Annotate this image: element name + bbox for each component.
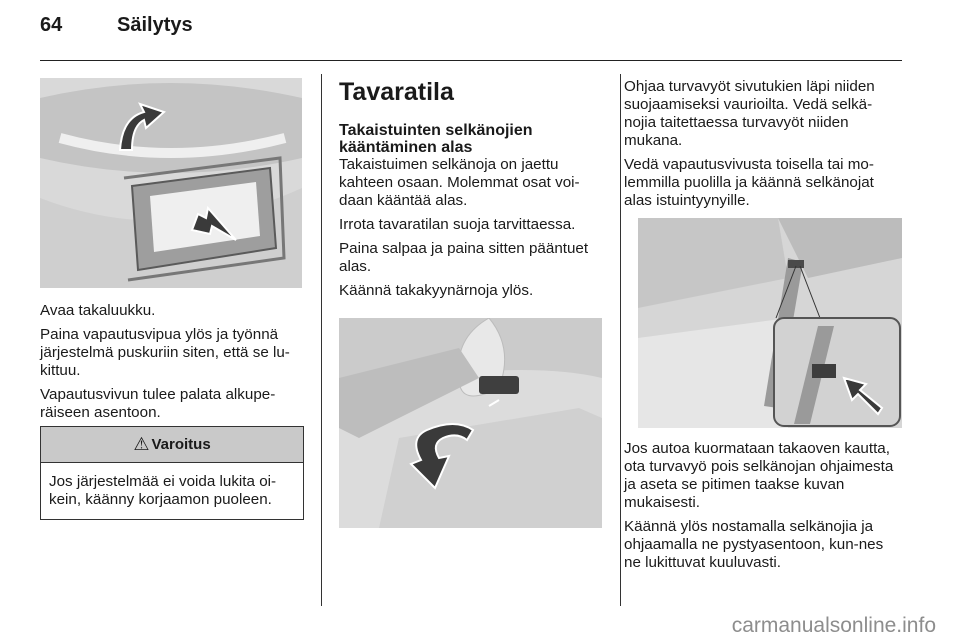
- section-title: Säilytys: [117, 14, 193, 36]
- subheading: kääntäminen alas: [339, 139, 473, 156]
- seatbelt-guide-illustration: [638, 218, 902, 428]
- paragraph: Käännä takakyynärnoja ylös.: [339, 282, 534, 299]
- column-3: [624, 78, 902, 216]
- page-number: 64: [40, 14, 63, 36]
- paragraph: Ohjaa turvavyöt sivutukien läpi niiden suojaamiseksi vaurioilta. Vedä selkä-nojia taitettaessa turvavyöt niiden mukana.: [624, 78, 875, 149]
- header-rule: [40, 60, 902, 61]
- warning-triangle-icon: ⚠: [133, 434, 150, 454]
- paragraph: Paina salpaa ja paina sitten pääntuet alas.: [339, 240, 589, 275]
- warning-box: [40, 426, 304, 520]
- paragraph: Avaa takaluukku.: [40, 302, 156, 319]
- paragraph: Irrota tavaratilan suoja tarvittaessa.: [339, 216, 576, 233]
- column-2: [339, 78, 607, 306]
- paragraph: Takaistuimen selkänoja on jaettu kahteen osaan. Molemmat osat voi-daan kääntää alas.: [339, 156, 580, 209]
- column-divider: [321, 74, 322, 606]
- column-divider: [620, 74, 621, 606]
- column-1: [40, 302, 305, 428]
- warning-title: Varoitus: [151, 436, 211, 453]
- paragraph: Vapautusvivun tulee palata alkupe-räiseen asentoon.: [40, 386, 276, 421]
- paragraph: Käännä ylös nostamalla selkänojia ja ohjaamalla ne pystyasentoon, kun-nes ne lukittuvat kuuluvasti.: [624, 518, 884, 571]
- section-heading: Tavaratila: [339, 78, 454, 106]
- paragraph: Jos autoa kuormataan takaoven kautta, ota turvavyö pois selkänojan ohjaimesta ja aseta se pitimen taakse kuvan mukaisesti.: [624, 440, 894, 511]
- headrest-latch-illustration: [339, 318, 602, 528]
- column-3-lower: [624, 440, 902, 578]
- watermark: carmanualsonline.info: [731, 614, 936, 637]
- paragraph: Vedä vapautusvivusta toisella tai mo-lemmilla puolilla ja käännä selkänojat alas istuintyynyille.: [624, 156, 874, 209]
- subheading: Takaistuinten selkänojien: [339, 122, 533, 139]
- rear-carrier-illustration: [40, 78, 302, 288]
- warning-text: Jos järjestelmää ei voida lukita oi-kein, käänny korjaamon puoleen.: [49, 473, 277, 508]
- paragraph: Paina vapautusvipua ylös ja työnnä järjestelmä puskuriin siten, että se lu-kittuu.: [40, 326, 290, 379]
- warning-header: [41, 427, 303, 463]
